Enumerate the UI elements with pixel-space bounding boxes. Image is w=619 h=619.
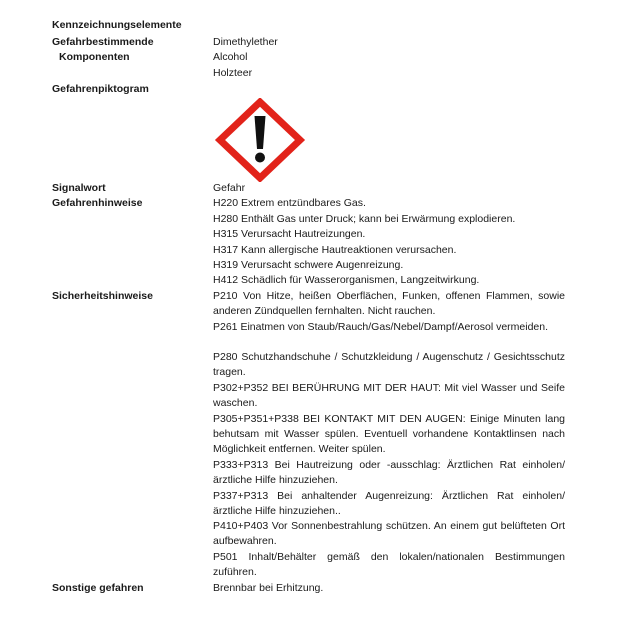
exclamation-dot	[255, 153, 265, 163]
precautionary-statement: P280 Schutzhandschuhe / Schutzkleidung / Augenschutz / Gesichtsschutz tragen.	[213, 351, 565, 379]
precautionary-statement: P210 Von Hitze, heißen Oberflächen, Funken, offenen Flammen, sowie anderen Zündquellen fernhalten. Nicht rauchen.	[213, 290, 565, 318]
other-hazards-value: Brennbar bei Erhitzung.	[213, 582, 324, 594]
other-hazards-label: Sonstige gefahren	[52, 582, 144, 594]
component-item: Dimethylether	[213, 36, 278, 48]
components-label-line1: Gefahrbestimmende	[52, 36, 154, 48]
section-title: Kennzeichnungselemente	[52, 19, 182, 31]
hazard-statements-label: Gefahrenhinweise	[52, 197, 143, 209]
hazard-statement: H412 Schädlich für Wasserorganismen, Langzeitwirkung.	[213, 274, 480, 286]
hazard-statement: H280 Enthält Gas unter Druck; kann bei Erwärmung explodieren.	[213, 213, 516, 225]
component-item: Holzteer	[213, 67, 253, 79]
hazard-statement: H220 Extrem entzündbares Gas.	[213, 197, 366, 209]
pictogram-label: Gefahrenpiktogram	[52, 83, 149, 95]
component-item: Alcohol	[213, 51, 248, 63]
precautionary-statements-label: Sicherheitshinweise	[52, 290, 153, 302]
precautionary-statement: P305+P351+P338 BEI KONTAKT MIT DEN AUGEN: Einige Minuten lang behutsam mit Wasser spülen. Eventuell vorhandene Kontaktlinsen nach Möglichkeit entfernen. Weiter spülen.	[213, 413, 565, 456]
components-label-line2: Komponenten	[59, 51, 130, 63]
precautionary-statement: P501 Inhalt/Behälter gemäß den lokalen/nationalen Bestimmungen zuführen.	[213, 551, 565, 579]
precautionary-statement: P333+P313 Bei Hautreizung oder -ausschlag: Ärztlichen Rat einholen/ärztliche Hilfe hinzuziehen.	[213, 459, 565, 487]
precautionary-statement: P261 Einatmen von Staub/Rauch/Gas/Nebel/Dampf/Aerosol vermeiden.	[213, 321, 549, 333]
exclamation-mark-hazard-icon	[214, 98, 306, 182]
hazard-statement: H319 Verursacht schwere Augenreizung.	[213, 259, 404, 271]
signal-word-label: Signalwort	[52, 182, 106, 194]
signal-word-value: Gefahr	[213, 182, 246, 194]
precautionary-statement: P337+P313 Bei anhaltender Augenreizung: Ärztlichen Rat einholen/ärztliche Hilfe hinzuziehen..	[213, 490, 565, 518]
hazard-statement: H317 Kann allergische Hautreaktionen verursachen.	[213, 244, 457, 256]
hazard-statement: H315 Verursacht Hautreizungen.	[213, 228, 366, 240]
precautionary-statement: P410+P403 Vor Sonnenbestrahlung schützen. An einem gut belüfteten Ort aufbewahren.	[213, 520, 565, 548]
precautionary-statement: P302+P352 BEI BERÜHRUNG MIT DER HAUT: Mit viel Wasser und Seife waschen.	[213, 382, 565, 410]
